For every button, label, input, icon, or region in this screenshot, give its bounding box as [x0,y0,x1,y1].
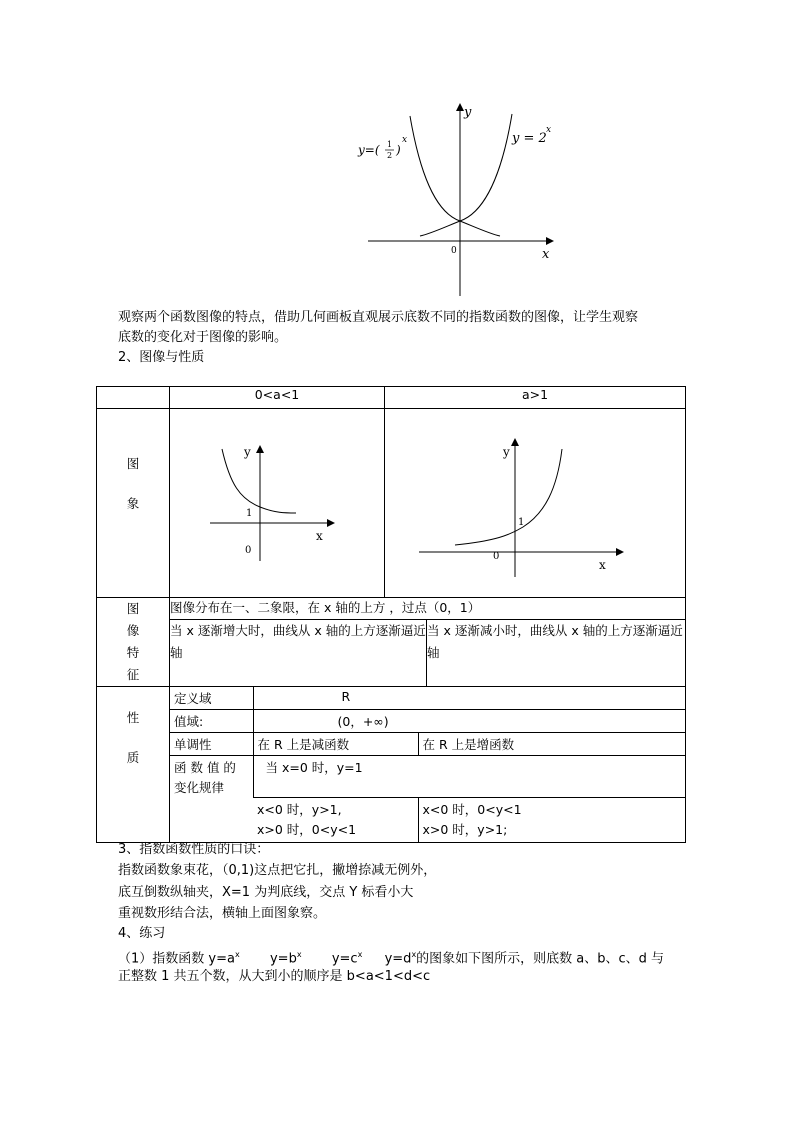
change-right-2: x>0 时，y>1; [422,822,508,837]
feature-right: 当 x 逐渐减小时，曲线从 x 轴的上方逐渐逼近轴 [427,620,686,687]
mono-label: 单调性 [170,733,253,756]
intro-line-1: 观察两个函数图像的特点，借助几何画板直观展示底数不同的指数函数的图像，让学生观察 [118,310,639,325]
right-growth-curve [455,449,562,545]
section3-line-2: 底互倒数纵轴夹，X=1 为判底线，交点 Y 标看小大 [118,885,414,900]
row-image-char-2: 象 [126,496,140,511]
change-right-1: x<0 时，0<y<1 [422,802,522,817]
change-left-2: x>0 时，0<y<1 [257,822,357,837]
left-graph-origin: 0 [245,545,252,556]
top-y-label: y [464,105,472,120]
properties-block [170,687,686,843]
left-curve-exp: x [402,135,408,145]
exercise-prefix: （1）指数函数 y=a [118,951,235,967]
header-left: 0<a<1 [170,387,385,409]
left-graph-one: 1 [246,508,253,519]
right-curve-exp: x [546,125,552,135]
section3-line-1: 指数函数象束花，（0,1)这点把它扎，撇增捺减无例外， [118,863,437,878]
top-x-label: x [542,247,550,262]
header-blank [97,387,170,409]
left-graph-x: x [316,529,323,543]
row-feature-char-1: 图 [126,601,140,616]
top-origin-label: 0 [451,246,457,256]
row-prop-label [97,687,170,843]
graph-right [385,409,685,594]
feature-left: 当 x 逐渐增大时，曲线从 x 轴的上方逐渐逼近轴 [170,620,427,687]
fn-b: y=b [269,951,297,967]
row-feature-char-3: 特 [126,645,140,660]
row-feature-char-4: 征 [126,667,140,682]
change-label: 函 数 值 的 变化规律 [170,756,253,843]
exercise-suffix: 的图象如下图所示，则底数 a、b、c、d 与 [416,951,665,967]
row-prop-char-1: 性 [126,710,140,725]
feature-common: 图像分布在一、二象限，在 x 轴的上方 ，过点（0，1） [170,598,686,620]
intro-line-2: 底数的变化对于图像的影响。 [118,330,288,345]
section4-line-2: 正整数 1 共五个数，从大到小的顺序是 b<a<1<d<c [118,969,431,984]
section3-line-3: 重视数形结合法，横轴上面图象察。 [118,906,327,921]
row-feature-label [97,598,170,687]
curve-half-power [410,116,500,236]
fn-c: y=c [331,951,358,967]
row-image-char-1: 图 [126,456,140,471]
properties-table [96,386,686,843]
graph-left-cell [170,409,385,598]
right-graph-y: y [503,445,510,459]
left-curve-prefix: y=( [358,143,380,157]
domain-label: 定义域 [174,691,212,706]
left-curve-num: 1 [387,140,393,149]
header-right: a>1 [385,387,686,409]
change-left [253,798,418,843]
section2-title: 2、图像与性质 [118,350,205,365]
section3-title: 3、指数函数性质的口诀： [118,842,270,857]
change-left-1: x<0 时，y>1, [257,802,342,817]
mono-left: 在 R 上是减函数 [253,733,418,756]
left-graph-y: y [244,445,251,459]
row-feature-char-2: 像 [126,623,140,638]
top-function-figure [340,96,570,301]
graph-right-cell [385,409,686,598]
row-image-label [97,409,170,598]
right-curve-label: y = 2 [512,131,547,146]
fn-d: y=d [384,951,412,967]
range-value: (0，+∞) [253,710,685,733]
graph-left [170,409,384,594]
right-graph-x: x [599,558,606,572]
left-curve-suffix: ) [396,143,401,157]
mono-right: 在 R 上是增函数 [418,733,685,756]
left-decay-curve [222,449,296,513]
domain-value: R [253,687,685,710]
section4-line-1: （1）指数函数 $y=a^x$ $y=b^x$ $y=c^x$ $y=d^x$的图象如下图所示，则底数 a、b、c、d 与 [118,950,665,967]
right-graph-origin: 0 [493,551,500,562]
properties-inner-table [170,687,685,842]
section4-title: 4、练习 [118,926,166,941]
row-prop-char-2: 质 [126,750,140,765]
change-common: 当 x=0 时，y=1 [253,756,685,798]
left-curve-den: 2 [387,151,393,160]
curve-two-power [420,114,512,236]
change-right [418,798,685,843]
right-graph-one: 1 [518,517,525,528]
range-label: 值域: [170,710,253,733]
